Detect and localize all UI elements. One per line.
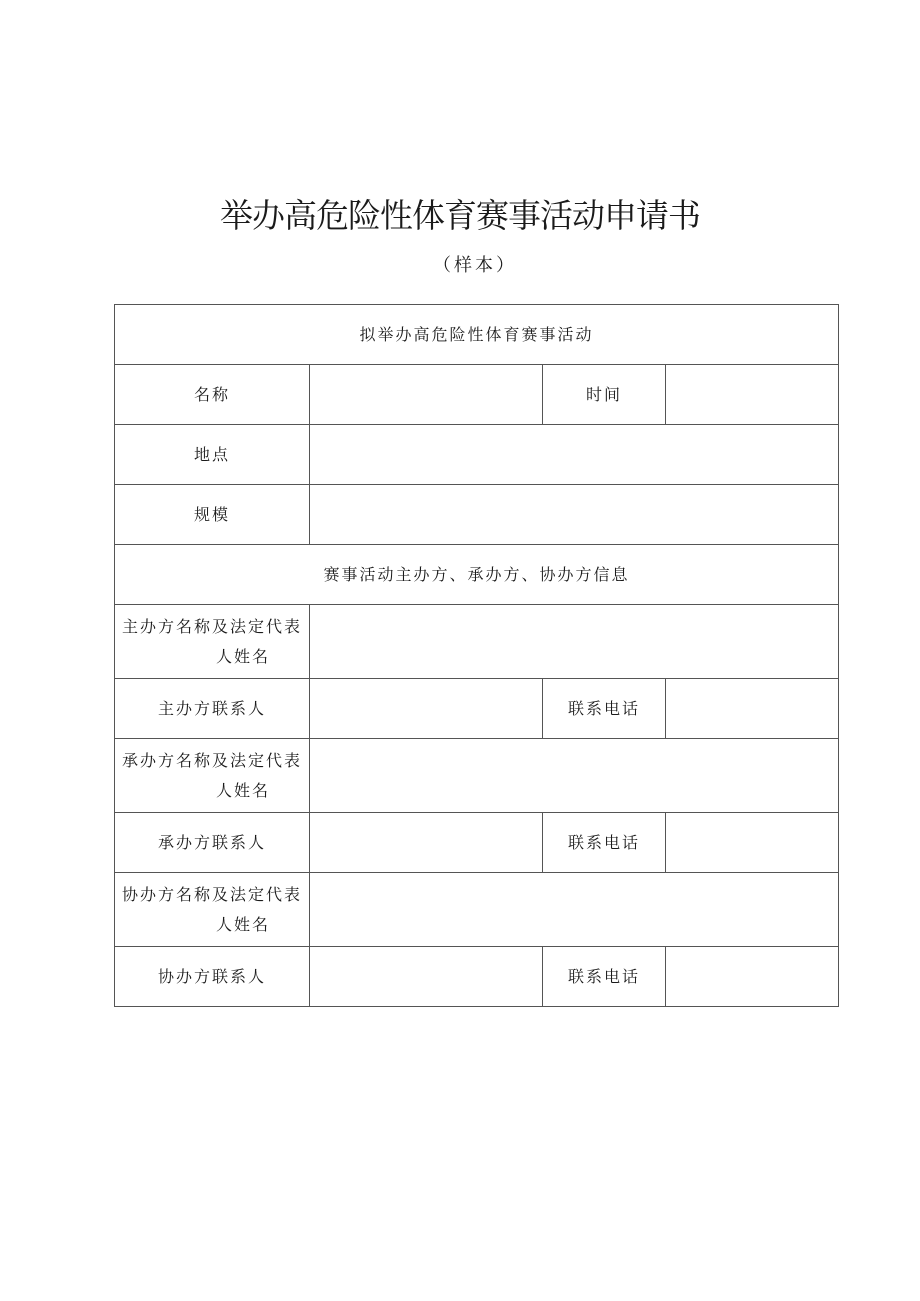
event-scale-label: 规模: [115, 485, 310, 545]
organizer-name-label: [115, 739, 310, 813]
event-location-value-field[interactable]: [310, 425, 839, 485]
host-name-label: [115, 605, 310, 679]
table-row: [115, 679, 839, 739]
organizer-contact-label: 承办方联系人: [115, 813, 310, 873]
page-subtitle: （样本）: [433, 255, 517, 276]
event-name-value-field[interactable]: [310, 365, 543, 425]
table-row: [115, 739, 839, 813]
table-row: [115, 365, 839, 425]
organizer-phone-value-field[interactable]: [666, 813, 839, 873]
host-name-value-field[interactable]: [310, 605, 839, 679]
coorganizer-name-label: [115, 873, 310, 947]
application-form-table: [114, 304, 839, 1007]
event-time-value-field[interactable]: [666, 365, 839, 425]
host-phone-label: 联系电话: [543, 679, 666, 739]
host-name-label-line1: 主办方名称及法定代表: [121, 616, 302, 636]
table-row: [115, 813, 839, 873]
section-header-event: 拟举办高危险性体育赛事活动: [115, 305, 839, 365]
event-name-label: 名称: [115, 365, 310, 425]
coorganizer-contact-value-field[interactable]: [310, 947, 543, 1007]
host-phone-value-field[interactable]: [666, 679, 839, 739]
table-row: [115, 947, 839, 1007]
event-time-label: 时间: [543, 365, 666, 425]
organizer-name-label-line1: 承办方名称及法定代表: [121, 750, 302, 770]
table-row: [115, 873, 839, 947]
coorganizer-phone-value-field[interactable]: [666, 947, 839, 1007]
event-scale-value-field[interactable]: [310, 485, 839, 545]
section-header-parties: 赛事活动主办方、承办方、协办方信息: [115, 545, 839, 605]
table-row: [115, 425, 839, 485]
coorganizer-phone-label: 联系电话: [543, 947, 666, 1007]
organizer-contact-value-field[interactable]: [310, 813, 543, 873]
organizer-phone-label: 联系电话: [543, 813, 666, 873]
organizer-name-value-field[interactable]: [310, 739, 839, 813]
event-location-label: 地点: [115, 425, 310, 485]
coorganizer-name-label-line2: 人姓名: [215, 914, 270, 934]
coorganizer-name-value-field[interactable]: [310, 873, 839, 947]
table-row: [115, 305, 839, 365]
table-row: [115, 545, 839, 605]
table-row: [115, 485, 839, 545]
coorganizer-contact-label: 协办方联系人: [115, 947, 310, 1007]
table-row: [115, 605, 839, 679]
organizer-name-label-line2: 人姓名: [215, 780, 270, 800]
page-title: 举办高危险性体育赛事活动申请书: [220, 196, 700, 235]
host-contact-label: 主办方联系人: [115, 679, 310, 739]
host-contact-value-field[interactable]: [310, 679, 543, 739]
coorganizer-name-label-line1: 协办方名称及法定代表: [121, 884, 302, 904]
host-name-label-line2: 人姓名: [215, 646, 270, 666]
